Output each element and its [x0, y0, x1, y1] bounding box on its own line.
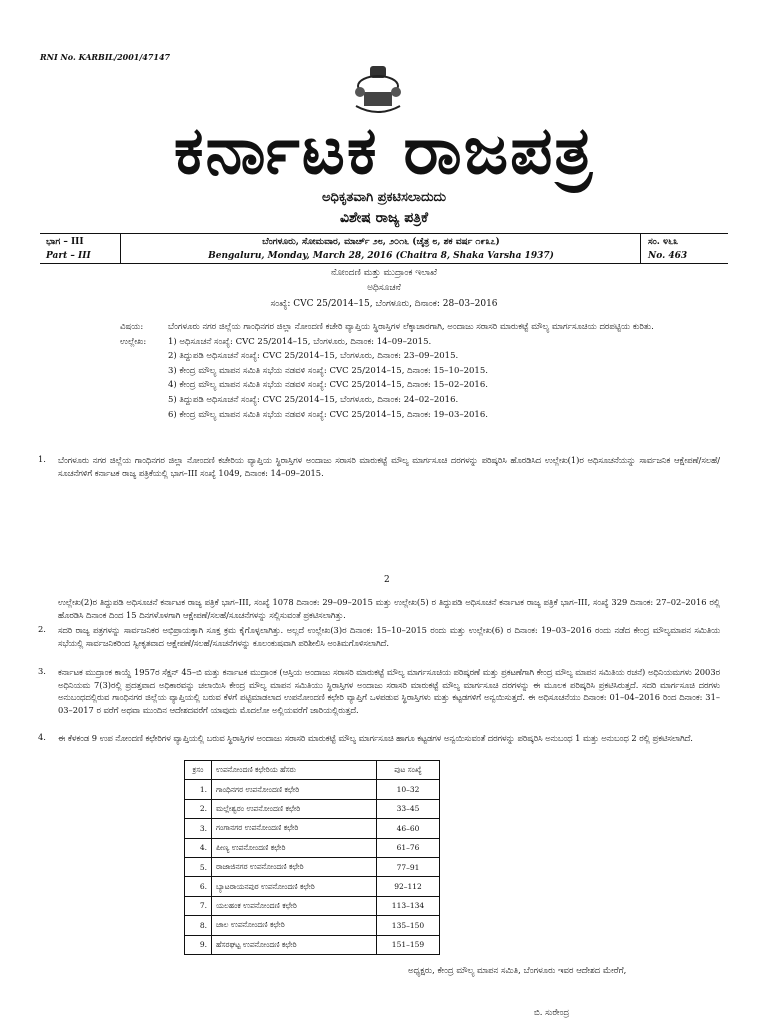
notification-number: ಸಂಖ್ಯೆ: CVC 25/2014–15, ಬೆಂಗಳೂರು, ದಿನಾಂಕ: 28–03–2016 [270, 299, 498, 309]
subject-label: ವಿಷಯ: [120, 322, 144, 332]
serial-cell: 3. [185, 819, 212, 838]
serial-cell: 9. [185, 935, 212, 954]
gazette-extraordinary: ವಿಶೇಷ ರಾಜ್ಯ ಪತ್ರಿಕೆ [339, 210, 429, 226]
paragraph-1-continued: ಉಲ್ಲೇಖ(2)ರ ತಿದ್ದುಪಡಿ ಅಧಿಸೂಚನೆ ಕರ್ನಾಟಕ ರಾಜ್ಯ ಪತ್ರಿಕೆ ಭಾಗ–III, ಸಂಖ್ಯೆ 1078 ದಿನಾಂಕ: 29–09–2015 ಮತ್ತು ಉಲ್ಲೇಖ(5) ರ ತಿದ್ದುಪಡಿ ಅಧಿಸೂಚನೆ ಕರ್ನಾಟಕ ರಾಜ್ಯ ಪತ್ರಿಕೆ ಭಾಗ–III, ಸಂಖ್ಯೆ 329 ದಿನಾಂಕ: 27–02–2016 ರಲ್ಲಿ ಹೊರಡಿಸಿ ದಿನಾಂಕ ದಿಂದ 15 ದಿನಗಳೊಳಗಾಗಿ ಆಕ್ಷೇಪಣೆ/ಸಲಹೆ/ಸೂಚನೆಗಳನ್ನು ಸಲ್ಲಿಸುವಂತೆ ಪ್ರಕಟಿಸಲಾಗಿತ್ತು. [58, 597, 720, 620]
gazette-masthead: ಕರ್ನಾಟಕ ರಾಜಪತ್ರ [173, 112, 595, 189]
serial-cell: 6. [185, 877, 212, 896]
sub-registrar-office-table [184, 760, 440, 955]
office-cell: ಹೆಸರಘಟ್ಟ ಉಪನೋಂದಣಿ ಕಛೇರಿ [212, 935, 377, 954]
page-range-cell: 135–150 [377, 916, 440, 935]
table-header-row [185, 761, 440, 780]
serial-cell: 2. [185, 799, 212, 818]
office-cell: ಪೀಣ್ಯ ಉಪನೋಂದಣಿ ಕಛೇರಿ [212, 838, 377, 857]
paragraph-4: ಈ ಕೆಳಕಂಡ 9 ಉಪ ನೋಂದಣಿ ಕಛೇರಿಗಳ ವ್ಯಾಪ್ತಿಯಲ್ಲಿ ಬರುವ ಸ್ಥಿರಾಸ್ತಿಗಳ ಅಂದಾಜು ಸರಾಸರಿ ಮಾರುಕಟ್ಟೆ ಮೌಲ್ಯ ಮಾರ್ಗಸೂಚಿ ಹಾಗೂ ಕಟ್ಟಡಗಳ ಅನ್ವಯಿಸುವಂತೆ ದರಗಳನ್ನು ಪರಿಷ್ಕರಿಸಿ ಅನುಬಂಧ 1 ಮತ್ತು ಅನುಬಂಧ 2 ರಲ್ಲಿ ಪ್ರಕಟಿಸಲಾಗಿದೆ. [58, 733, 693, 743]
signatory-name: ಬಿ. ಸುರೇಂದ್ರ [534, 1008, 570, 1018]
paragraph-1: ಬೆಂಗಳೂರು ನಗರ ಜಿಲ್ಲೆಯ ಗಾಂಧಿನಗರ ಜಿಲ್ಲಾ ನೋಂದಣಿ ಕಚೇರಿಯ ವ್ಯಾಪ್ತಿಯ ಸ್ಥಿರಾಸ್ತಿಗಳ ಅಂದಾಜು ಸರಾಸರಿ ಮಾರುಕಟ್ಟೆ ಮೌಲ್ಯ ಮಾರ್ಗಸೂಚಿ ದರಗಳನ್ನು ಪರಿಷ್ಕರಿಸಿ ಹೊರಡಿಸಿದ ಉಲ್ಲೇಖ(1)ರ ಅಧಿಸೂಚನೆಯನ್ನು ಸಾರ್ವಜನಿಕ ಆಕ್ಷೇಪಣೆ/ಸಲಹೆ/ಸೂಚನೆಗಳಿಗೆ ಕರ್ನಾಟಕ ರಾಜ್ಯ ಪತ್ರಿಕೆಯಲ್ಲಿ ಭಾಗ–III ಸಂಖ್ಯೆ 1049, ದಿನಾಂಕ: 14–09–2015. [58, 455, 720, 478]
page-range-cell: 33–45 [377, 799, 440, 818]
table-row [185, 896, 440, 915]
column-header: ಪುಟ ಸಂಖ್ಯೆ [377, 761, 440, 780]
paragraph-number: 2. [38, 624, 46, 634]
header-rule-bottom [40, 263, 728, 264]
office-cell: ಯಲಹಂಕ ಉಪನೋಂದಣಿ ಕಛೇರಿ [212, 896, 377, 915]
serial-cell: 1. [185, 780, 212, 799]
notification-heading: ಅಧಿಸೂಚನೆ [367, 283, 401, 293]
table-row [185, 819, 440, 838]
reference-row [120, 410, 720, 421]
page-range-cell: 46–60 [377, 819, 440, 838]
table-row [185, 799, 440, 818]
page-range-cell: 151–159 [377, 935, 440, 954]
reference-item: 4) ಕೇಂದ್ರ ಮೌಲ್ಯ ಮಾಪನ ಸಮಿತಿ ಸಭೆಯ ನಡವಳಿ ಸಂಖ್ಯೆ: CVC 25/2014–15, ದಿನಾಂಕ: 15–02–2016. [168, 380, 488, 391]
column-header: ಉಪನೋಂದಣಿ ಕಛೇರಿಯ ಹೆಸರು [212, 761, 377, 780]
reference-item: 1) ಅಧಿಸೂಚನೆ ಸಂಖ್ಯೆ: CVC 25/2014–15, ಬೆಂಗಳೂರು, ದಿನಾಂಕ: 14–09–2015. [168, 336, 432, 347]
office-cell: ಗಂಗಾನಗರ ಉಪನೋಂದಣಿ ಕಛೇರಿ [212, 819, 377, 838]
page-range-cell: 61–76 [377, 838, 440, 857]
issue-date-kn: ಬೆಂಗಳೂರು, ಸೋಮವಾರ, ಮಾರ್ಚ್ ೨೮, ೨೦೧೬ (ಚೈತ್ರ ೮, ಶಕ ವರ್ಷ ೧೯೩೭) [262, 237, 500, 247]
column-header: ಕ್ರಸಂ [185, 761, 212, 780]
paragraph-number: 1. [38, 454, 46, 464]
department-name: ನೋಂದಣಿ ಮತ್ತು ಮುದ್ರಾಂಕ ಇಲಾಖೆ [330, 268, 438, 278]
table-row [185, 838, 440, 857]
paragraph-3: ಕರ್ನಾಟಕ ಮುದ್ರಾಂಕ ಕಾಯ್ದೆ 1957ರ ಸೆಕ್ಷನ್ 45–ಬಿ ಮತ್ತು ಕರ್ನಾಟಕ ಮುದ್ರಾಂಕ (ಆಸ್ತಿಯ ಅಂದಾಜು ಸರಾಸರಿ ಮಾರುಕಟ್ಟೆ ಮೌಲ್ಯ ಮಾರ್ಗಸೂಚಿಯ ಪರಿಷ್ಕರಣೆ ಮತ್ತು ಪ್ರಕಟಣೆಗಾಗಿ ಕೇಂದ್ರ ಮೌಲ್ಯ ಮಾಪನ ಸಮಿತಿಯ ರಚನೆ) ಅಧಿನಿಯಮಗಳು 2003ರ ಅಧಿನಿಯಮ 7(3)ರಲ್ಲಿ ಪ್ರದತ್ತವಾದ ಅಧಿಕಾರವನ್ನು ಚಲಾಯಿಸಿ ಕೇಂದ್ರ ಮೌಲ್ಯ ಮಾಪನ ಸಮಿತಿಯು ಸ್ಥಿರಾಸ್ತಿಗಳ ಅಂದಾಜು ಸರಾಸರಿ ಮಾರುಕಟ್ಟೆ ಮೌಲ್ಯ ಮಾರ್ಗಸೂಚಿ ದರಗಳನ್ನು ಈ ಮೂಲಕ ಪರಿಷ್ಕರಿಸಿ ಪ್ರಕಟಿಸಿರುತ್ತದೆ. ಸದರಿ ಮಾರ್ಗಸೂಚಿ ದರಗಳು ಅನುಬಂಧದಲ್ಲಿರುವ ಗಾಂಧಿನಗರ ಜಿಲ್ಲೆಯ ವ್ಯಾಪ್ತಿಯಲ್ಲಿ ಬರುವ ಕೆಳಗೆ ಪಟ್ಟಿಮಾಡಲಾದ ಉಪನೋಂದಣಿ ಕಛೇರಿ ವ್ಯಾಪ್ತಿಗೆ ಒಳಪಡುವ ಸ್ಥಿರಾಸ್ತಿಗಳು ಮತ್ತು ಕಟ್ಟಡಗಳಿಗೆ ಅನ್ವಯಿಸುತ್ತದೆ. ಈ ಅಧಿಸೂಚನೆಯು ದಿನಾಂಕ: 01–04–2016 ರಿಂದ ದಿನಾಂಕ: 31–03–2017 ರ ವರೆಗೆ ಅಥವಾ ಮುಂದಿನ ಆದೇಶದವರೆಗೆ ಯಾವುದು ಮೊದಲೋ ಅಲ್ಲಿಯವರೆಗೆ ಜಾರಿಯಲ್ಲಿರುತ್ತದೆ. [58, 667, 720, 715]
table-row [185, 916, 440, 935]
subject-and-references [120, 322, 720, 424]
part-label-kn: ಭಾಗ – III [46, 237, 84, 247]
serial-cell: 8. [185, 916, 212, 935]
office-cell: ರಾಜಾಜಿನಗರ ಉಪನೋಂದಣಿ ಕಛೇರಿ [212, 857, 377, 876]
reference-item: 5) ತಿದ್ದುಪಡಿ ಅಧಿಸೂಚನೆ ಸಂಖ್ಯೆ: CVC 25/2014–15, ಬೆಂಗಳೂರು, ದಿನಾಂಕ: 24–02–2016. [168, 394, 459, 405]
issue-number-en: No. 463 [648, 251, 688, 261]
page-range-cell: 10–32 [377, 780, 440, 799]
reference-label: ಉಲ್ಲೇಖ: [120, 336, 147, 347]
header-divider-left [120, 233, 121, 264]
reference-row [120, 351, 720, 362]
office-cell: ಜಾಲ ಉಪನೋಂದಣಿ ಕಛೇರಿ [212, 916, 377, 935]
reference-row [120, 380, 720, 391]
paragraph-2: ಸದರಿ ರಾಜ್ಯ ಪತ್ರಗಳನ್ನು ಸಾರ್ವಜನಿಕರ ಅಭಿಪ್ರಾಯಕ್ಕಾಗಿ ಸೂಕ್ತ ಕ್ರಮ ಕೈಗೊಳ್ಳಲಾಗಿತ್ತು. ಅಲ್ಲದೆ ಉಲ್ಲೇಖ(3)ರ ದಿನಾಂಕ: 15–10–2015 ರಂದು ಮತ್ತು ಉಲ್ಲೇಖ(6) ರ ದಿನಾಂಕ: 19–03–2016 ರಂದು ನಡೆದ ಕೇಂದ್ರ ಮೌಲ್ಯಮಾಪನ ಸಮಿತಿಯ ಸಭೆಯಲ್ಲಿ ಸಾರ್ವಜನಿಕರಿಂದ ಸ್ವೀಕೃತವಾದ ಆಕ್ಷೇಪಣೆ/ಸಲಹೆ/ಸೂಚನೆಗಳನ್ನು ಕೂಲಂಕುಷವಾಗಿ ಪರಿಶೀಲಿಸಿ ಅಂತಿಮಗೊಳಿಸಲಾಗಿದೆ. [58, 625, 720, 648]
subject-text: ಬೆಂಗಳೂರು ನಗರ ಜಿಲ್ಲೆಯ ಗಾಂಧಿನಗರ ಜಿಲ್ಲಾ ನೋಂದಣಿ ಕಚೇರಿ ವ್ಯಾಪ್ತಿಯ ಸ್ಥಿರಾಸ್ತಿಗಳ ಲೆಕ್ಕಾಚಾರಗಾಗಿ, ಅಂದಾಜು ಸರಾಸರಿ ಮಾರುಕಟ್ಟೆ ಮೌಲ್ಯ ಮಾರ್ಗಸೂಚಿಯ ದರಪಟ್ಟಿಯ ಕುರಿತು. [168, 322, 654, 332]
table-row [185, 857, 440, 876]
office-cell: ಬ್ಯಾಟರಾಯನಪುರ ಉಪನೋಂದಣಿ ಕಛೇರಿ [212, 877, 377, 896]
page-range-cell: 113–134 [377, 896, 440, 915]
table-row [185, 935, 440, 954]
table-row [185, 780, 440, 799]
reference-item: 2) ತಿದ್ದುಪಡಿ ಅಧಿಸೂಚನೆ ಸಂಖ್ಯೆ: CVC 25/2014–15, ಬೆಂಗಳೂರು, ದಿನಾಂಕ: 23–09–2015. [168, 351, 459, 362]
subject-row [120, 322, 720, 333]
reference-row [120, 395, 720, 406]
page-range-cell: 77–91 [377, 857, 440, 876]
order-line: ಅಧ್ಯಕ್ಷರು, ಕೇಂದ್ರ ಮೌಲ್ಯ ಮಾಪನ ಸಮಿತಿ, ಬೆಂಗಳೂರು ಇವರ ಆದೇಶದ ಮೇರೆಗೆ, [408, 966, 627, 976]
header-rule-top [40, 233, 728, 234]
gazette-subtitle: ಅಧಿಕೃತವಾಗಿ ಪ್ರಕಟಿಸಲಾದುದು [321, 190, 447, 205]
office-cell: ಮಲ್ಲೇಶ್ವರಂ ಉಪನೋಂದಣಿ ಕಛೇರಿ [212, 799, 377, 818]
serial-cell: 4. [185, 838, 212, 857]
serial-cell: 7. [185, 896, 212, 915]
paragraph-number: 3. [38, 666, 46, 676]
reference-row [120, 337, 720, 348]
part-label-en: Part – III [46, 251, 91, 261]
paragraph-number: 4. [38, 732, 46, 742]
reference-item: 3) ಕೇಂದ್ರ ಮೌಲ್ಯ ಮಾಪನ ಸಮಿತಿ ಸಭೆಯ ನಡವಳಿ ಸಂಖ್ಯೆ: CVC 25/2014–15, ದಿನಾಂಕ: 15–10–2015. [168, 365, 488, 376]
table-row [185, 877, 440, 896]
issue-date-en: Bengaluru, Monday, March 28, 2016 (Chaitra 8, Shaka Varsha 1937) [208, 251, 554, 261]
rni-number: RNI No. KARBIL/2001/47147 [40, 52, 171, 62]
header-divider-right [640, 233, 641, 264]
issue-number-kn: ಸಂ. ೪೬೩ [648, 237, 679, 247]
reference-row [120, 366, 720, 377]
page-range-cell: 92–112 [377, 877, 440, 896]
serial-cell: 5. [185, 857, 212, 876]
office-cell: ಗಾಂಧಿನಗರ ಉಪನೋಂದಣಿ ಕಛೇರಿ [212, 780, 377, 799]
page-number: 2 [384, 575, 390, 585]
reference-item: 6) ಕೇಂದ್ರ ಮೌಲ್ಯ ಮಾಪನ ಸಮಿತಿ ಸಭೆಯ ನಡವಳಿ ಸಂಖ್ಯೆ: CVC 25/2014–15, ದಿನಾಂಕ: 19–03–2016. [168, 409, 488, 420]
